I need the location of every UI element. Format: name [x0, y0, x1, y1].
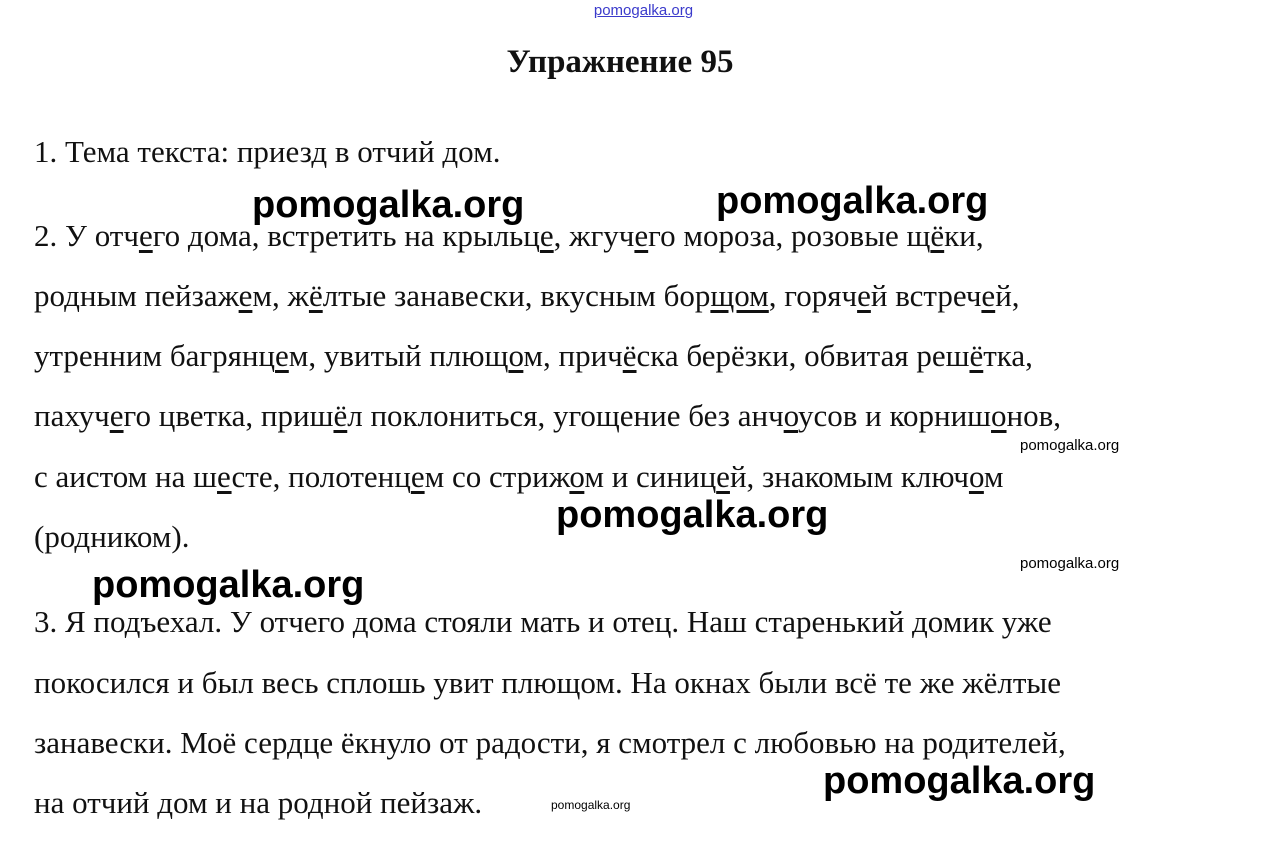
underlined-letter: ё: [622, 338, 637, 373]
underlined-letter: ё: [969, 338, 984, 373]
watermark: pomogalka.org: [1020, 555, 1120, 572]
underlined-letter: о: [569, 459, 585, 494]
underlined-letter: е: [857, 278, 871, 313]
underlined-letter: е: [217, 459, 232, 494]
item-1-theme: 1. Тема текста: приезд в отчий дом.: [34, 134, 501, 169]
underlined-letter: е: [539, 218, 554, 253]
underlined-letter: е: [138, 218, 153, 253]
watermark: pomogalka.org: [551, 798, 631, 812]
underlined-letter: ё: [930, 218, 945, 253]
item-3-line: покосился и был весь сплошь увит плющом. На окнах были всё те же жёлтые: [34, 665, 1061, 700]
underlined-letter: щом: [710, 278, 769, 313]
exercise-title: Упражнение 95: [506, 44, 734, 80]
item-2-line: 2. У отчего дома, встретить на крыльце, жгучего мороза, розовые щёки,: [34, 218, 984, 253]
item-3-line: 3. Я подъехал. У отчего дома стояли мать и отец. Наш старенький домик уже: [34, 604, 1052, 639]
item-2-line: пахучего цветка, пришёл поклониться, угощение без анчоусов и корнишонов,: [34, 398, 1062, 433]
item-2-line: (родником).: [34, 519, 190, 554]
item-3-line: занавески. Моё сердце ёкнуло от радости, я смотрел с любовью на родителей,: [34, 725, 1066, 760]
item-2-line: с аистом на шесте, полотенцем со стрижом и синицей, знакомым ключом: [34, 459, 1004, 494]
site-link[interactable]: pomogalka.org: [593, 2, 694, 19]
underlined-letter: е: [238, 278, 253, 313]
underlined-letter: о: [508, 338, 524, 373]
underlined-letter: е: [634, 218, 649, 253]
watermark: pomogalka.org: [252, 184, 525, 226]
watermark: pomogalka.org: [716, 180, 989, 222]
underlined-letter: о: [783, 398, 798, 433]
underlined-letter: е: [275, 338, 289, 373]
underlined-letter: ё: [333, 398, 348, 433]
watermark: pomogalka.org: [92, 564, 365, 606]
item-2-line: утренним багрянцем, увитый плющом, причёска берёзки, обвитая решётка,: [34, 338, 1033, 373]
underlined-letter: е: [716, 459, 730, 494]
watermark: pomogalka.org: [823, 760, 1096, 802]
watermark: pomogalka.org: [556, 494, 829, 536]
watermark: pomogalka.org: [1020, 437, 1120, 454]
underlined-letter: е: [981, 278, 996, 313]
underlined-letter: е: [109, 398, 124, 433]
underlined-letter: ё: [308, 278, 323, 313]
underlined-letter: о: [968, 459, 984, 494]
underlined-letter: е: [410, 459, 425, 494]
item-2-line: родным пейзажем, жёлтые занавески, вкусным борщом, горячей встречей,: [34, 278, 1020, 313]
underlined-letter: о: [991, 398, 1007, 433]
item-3-line: на отчий дом и на родной пейзаж.: [34, 785, 483, 820]
